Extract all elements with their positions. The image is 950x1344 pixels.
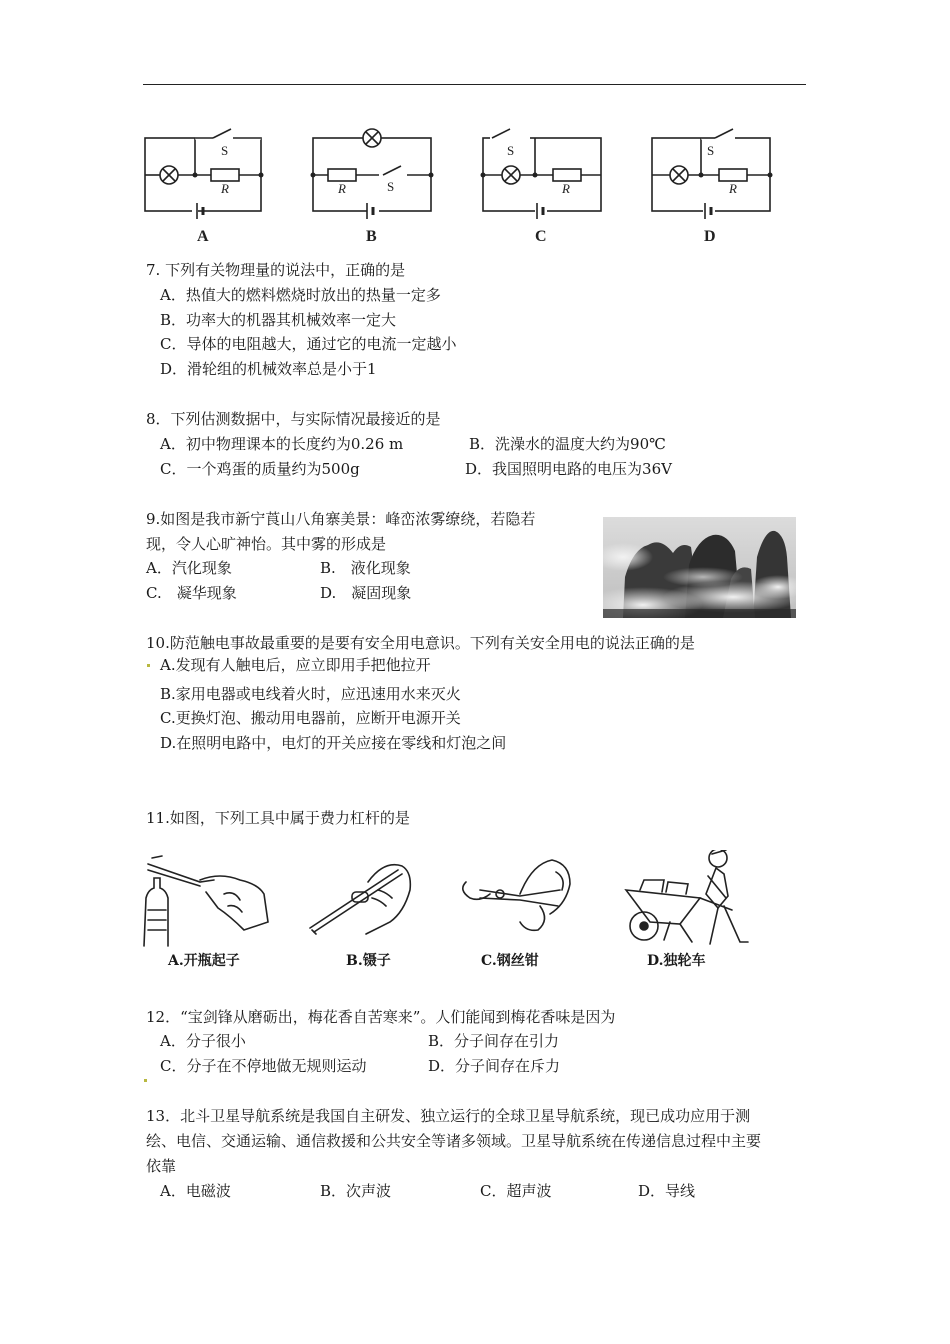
pliers-icon xyxy=(463,860,570,930)
circuit-diagrams xyxy=(135,125,815,250)
q12-option-c: C．分子在不停地做无规则运动 xyxy=(160,1057,367,1075)
q8-option-c: C．一个鸡蛋的质量约为500g xyxy=(160,460,360,478)
q13-stem-line2: 绘、电信、交通运输、通信救援和公共安全等诸多领域。卫星导航系统在传递信息过程中主要 xyxy=(146,1132,762,1150)
switch-symbol-c: S xyxy=(507,143,515,158)
stray-dot xyxy=(147,664,150,667)
q12-option-a: A．分子很小 xyxy=(160,1032,246,1050)
q7-option-b: B．功率大的机器其机械效率一定大 xyxy=(160,311,397,329)
q8-stem: 8．下列估测数据中，与实际情况最接近的是 xyxy=(146,410,441,428)
q13-option-c: C．超声波 xyxy=(480,1182,552,1200)
circuit-label-d: D xyxy=(704,228,716,245)
q9-stem-line2: 现，令人心旷神怡。其中雾的形成是 xyxy=(146,535,387,553)
circuit-a xyxy=(145,129,261,219)
tools-drawing xyxy=(140,850,780,950)
q13-option-b: B．次声波 xyxy=(320,1182,392,1200)
q7-stem: 7. 下列有关物理量的说法中，正确的是 xyxy=(146,261,406,279)
q13-stem-line1: 13．北斗卫星导航系统是我国自主研发、独立运行的全球卫星导航系统，现已成功应用于测 xyxy=(146,1107,751,1125)
tool-label-d: D.独轮车 xyxy=(647,953,706,969)
circuit-label-c: C xyxy=(535,228,547,245)
q9-option-d: D. 凝固现象 xyxy=(320,584,412,602)
resistor-symbol-b: R xyxy=(338,181,346,196)
q10-option-a: A.发现有人触电后，应立即用手把他拉开 xyxy=(160,656,431,674)
tweezers-icon xyxy=(310,865,410,934)
q10-option-d: D.在照明电路中，电灯的开关应接在零线和灯泡之间 xyxy=(160,734,507,752)
q13-option-d: D．导线 xyxy=(638,1182,696,1200)
q10-stem: 10.防范触电事故最重要的是要有安全用电意识。下列有关安全用电的说法正确的是 xyxy=(146,634,695,652)
q12-stem: 12．“宝剑锋从磨砺出，梅花香自苦寒来”。人们能闻到梅花香味是因为 xyxy=(146,1008,616,1026)
mountain-fog-photo xyxy=(603,517,796,618)
circuit-b xyxy=(313,129,431,219)
switch-symbol-d: S xyxy=(707,143,715,158)
q8-option-a: A．初中物理课本的长度约为0.26 m xyxy=(160,435,404,453)
tool-label-a: A.开瓶起子 xyxy=(168,953,240,969)
q7-option-a: A．热值大的燃料燃烧时放出的热量一定多 xyxy=(160,286,441,304)
q10-option-c: C.更换灯泡、搬动用电器前，应断开电源开关 xyxy=(160,709,461,727)
resistor-symbol-c: R xyxy=(562,181,570,196)
lever-tools-figure xyxy=(140,850,780,975)
circuit-label-b: B xyxy=(366,228,377,245)
header-rule xyxy=(143,84,806,85)
q9-option-c: C. 凝华现象 xyxy=(146,584,237,602)
q7-option-c: C．导体的电阻越大，通过它的电流一定越小 xyxy=(160,335,457,353)
tool-label-b: B.镊子 xyxy=(346,953,391,969)
switch-symbol-a: S xyxy=(221,143,229,158)
tool-label-c: C.钢丝钳 xyxy=(481,953,539,969)
q7-option-d: D．滑轮组的机械效率总是小于1 xyxy=(160,360,377,378)
bottle-opener-icon xyxy=(144,856,268,946)
switch-symbol-b: S xyxy=(387,179,395,194)
q12-option-b: B．分子间存在引力 xyxy=(428,1032,560,1050)
q11-stem: 11.如图，下列工具中属于费力杠杆的是 xyxy=(146,809,410,827)
q9-stem-line1: 9.如图是我市新宁莨山八角寨美景：峰峦浓雾缭绕，若隐若 xyxy=(146,510,536,528)
circuit-label-a: A xyxy=(197,228,209,245)
q12-option-d: D．分子间存在斥力 xyxy=(428,1057,561,1075)
wheelbarrow-icon xyxy=(626,850,748,944)
resistor-symbol-a: R xyxy=(221,181,229,196)
q9-option-b: B. 液化现象 xyxy=(320,559,411,577)
stray-dot xyxy=(144,1079,147,1082)
q13-option-a: A．电磁波 xyxy=(160,1182,231,1200)
q10-option-b: B.家用电器或电线着火时，应迅速用水来灭火 xyxy=(160,685,461,703)
q8-option-d: D．我国照明电路的电压为36V xyxy=(465,460,672,478)
resistor-symbol-d: R xyxy=(729,181,737,196)
circuit-c xyxy=(483,129,601,219)
q9-option-a: A．汽化现象 xyxy=(146,559,232,577)
q13-stem-line3: 依靠 xyxy=(146,1157,177,1175)
q8-option-b: B．洗澡水的温度大约为90℃ xyxy=(469,435,666,453)
